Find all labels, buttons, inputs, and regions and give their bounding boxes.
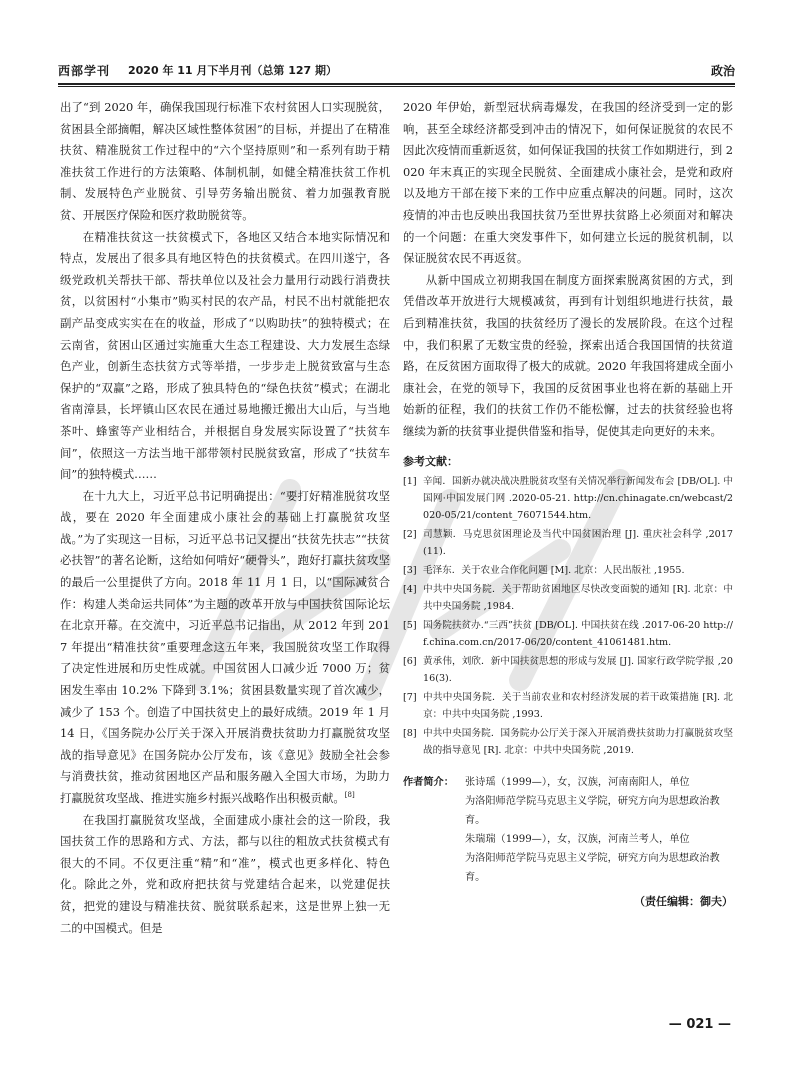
paragraph: 从新中国成立初期我国在制度方面探索脱离贫困的方式，到凭借改革开放进行大规模减贫，再到有计划组织地进行扶贫，最后到精准扶贫，我国的扶贫经历了漫长的发展阶段。在这个过程中，我们积累了无数宝贵的经验，探索出适合我国国情的扶贫道路，在反贫困方面取得了极大的成就。2020 年我国将建成全面小康社会，在党的领导下，我国的反贫困事业也将在新的基础上开始新的征程，我们的扶贫工作仍不能松懈，过去的扶贫经验也将继续为新的扶贫事业提供借鉴和指导，促使其走向更好的未来。	[403, 272, 733, 438]
paragraph: 在我国打赢脱贫攻坚战，全面建成小康社会的这一阶段，我国扶贫工作的思路和方式、方法，都与以往的粗放式扶贫模式有很大的不同。不仅更注重“精”和“准”，模式也更多样化、特色化。除此之外，党和政府把扶贫与党建结合起来，以党建促扶贫，把党的建设与精准扶贫、脱贫联系起来，这是世界上独一无二的中国模式。但是	[60, 812, 390, 935]
reference-item	[403, 526, 733, 560]
reference-item	[403, 581, 733, 615]
reference-text: 中共中央国务院．国务院办公厅关于深入开展消费扶贫助力打赢脱贫攻坚战的指导意见 [R]. 北京：中共中央国务院 ,2019.	[423, 727, 733, 756]
author-second-line: 朱瑞瑞（1999—），女，汉族，河南兰考人，单位	[465, 833, 690, 845]
citation-marker: [8]	[344, 791, 355, 800]
reference-item	[403, 562, 733, 579]
reference-number: [6]	[403, 655, 417, 667]
reference-text: 辛闻．国新办就决战决胜脱贫攻坚有关情况举行新闻发布会 [DB/OL]. 中国网·中国发展门网 .2020-05-21. http://cn.chinagate.cn/webcast/2020-05/21/content_76071544.htm.	[423, 475, 733, 521]
reference-item	[403, 689, 733, 723]
reference-item	[403, 653, 733, 687]
reference-text: 黄承伟，刘欣．新中国扶贫思想的形成与发展 [J]. 国家行政学院学报 ,2016(3).	[423, 655, 733, 684]
page-header	[58, 62, 735, 80]
reference-text: 中共中央国务院．关于当前农业和农村经济发展的若干政策措施 [R]. 北京：中共中央国务院 ,1993.	[423, 691, 733, 720]
reference-number: [1]	[403, 475, 417, 487]
paragraph: 在精准扶贫这一扶贫模式下，各地区又结合本地实际情况和特点，发展出了很多具有地区特色的扶贫模式。在四川遂宁，各级党政机关帮扶干部、帮扶单位以及社会力量用行动践行消费扶贫，以贫困村“小集市”购买村民的农产品，村民不出村就能把农副产品变成实实在在的收益，形成了“以购助扶”的独特模式；在云南省，贫困山区通过实施重大生态工程建设、大力发展生态绿色产业，创新生态扶贫方式等举措，一步步走上脱贫致富与生态保护的“双赢”之路，形成了独具特色的“绿色扶贫”模式；在湖北省南漳县，长坪镇山区农民在通过易地搬迁搬出大山后，与当地茶叶、蜂蜜等产业相结合，并根据自身发展实际设置了“扶贫车间”，依照这一方法当地干部带领村民脱贫致富，形成了“扶贫车间”的独特模式……	[60, 229, 390, 482]
reference-item	[403, 473, 733, 524]
paragraph	[60, 486, 390, 810]
paragraph: 出了“到 2020 年，确保我国现行标准下农村贫困人口实现脱贫，贫困县全部摘帽，解决区域性整体贫困”的目标，并提出了在精准扶贫、精准脱贫工作过程中的“六个坚持原则”和一系列有助于精准扶贫工作进行的方法策略、体制机制，如健全精准扶贫工作机制、发展特色产业脱贫、引导劳务输出脱贫、着力加强教育脱贫、开展医疗保险和医疗救助脱贫等。	[60, 100, 390, 222]
author-first-rest: 为洛阳师范学院马克思主义学院，研究方向为思想政治教育。	[465, 795, 720, 826]
left-column	[60, 97, 390, 939]
header-rule-thick	[58, 83, 735, 85]
reference-number: [2]	[403, 528, 417, 540]
author-label: 作者简介：	[403, 776, 454, 788]
paragraph-text: 在十九大上，习近平总书记明确提出：“要打好精准脱贫攻坚战，要在 2020 年全面建成小康社会的基础上打赢脱贫攻坚战。”为了实现这一目标，习近平总书记又提出“扶贫先扶志”“扶贫必扶智”的著名论断，这给如何啃好“硬骨头”，跑好打赢扶贫攻坚的最后一公里提供了方向。2018 年 11 月 1 日，以“国际减贫合作：构建人类命运共同体”为主题的改革开放与中国扶贫国际论坛在北京开幕。在交流中，习近平总书记指出，从 2012 年到 2017 年提出“精准扶贫”重要理念这五年来，我国脱贫攻坚工作取得了决定性进展和历史性成就。中国贫困人口减少近 7000 万；贫困发生率由 10.2% 下降到 3.1%；贫困县数量实现了首次减少，减少了 153 个。创造了中国扶贫史上的最好成绩。2019 年 1 月 14 日，《国务院办公厅关于深入开展消费扶贫助力打赢脱贫攻坚战的指导意见》在国务院办公厅发布，该《意见》鼓励全社会参与消费扶贫，推动贫困地区产品和服务融入全国大市场，为助力打赢脱贫攻坚战、推进实施乡村振兴战略作出积极贡献。	[60, 488, 390, 805]
references-list	[403, 473, 733, 759]
reference-text: 中共中央国务院．关于帮助贫困地区尽快改变面貌的通知 [R]. 北京：中共中央国务院 ,1984.	[423, 583, 733, 612]
responsible-editor: （责任编辑：御夫）	[634, 894, 733, 908]
reference-item	[403, 617, 733, 651]
issue-info: 2020 年 11 月下半月刊（总第 127 期）	[128, 64, 338, 77]
reference-text: 司慧颖．马克思贫困理论及当代中国贫困治理 [J]. 重庆社会科学 ,2017(11).	[423, 528, 733, 557]
reference-number: [8]	[403, 727, 417, 739]
references-title: 参考文献：	[403, 454, 458, 468]
reference-number: [4]	[403, 583, 417, 595]
reference-number: [5]	[403, 619, 417, 631]
journal-name: 西部学刊	[58, 64, 111, 78]
author-row	[403, 773, 733, 792]
reference-text: 国务院扶贫办.“三西”扶贫 [DB/OL]. 中国扶贫在线 .2017-06-20 http://f.china.com.cn/2017-06/20/content_41061481.htm.	[423, 619, 733, 648]
author-second-rest: 为洛阳师范学院马克思主义学院，研究方向为思想政治教育。	[465, 852, 720, 883]
page-number: — 021 —	[668, 1017, 731, 1032]
header-rule-thin	[58, 86, 735, 87]
reference-item	[403, 725, 733, 759]
author-first-line: 张诗瑶（1999—），女，汉族，河南南阳人，单位	[465, 776, 690, 788]
section-name: 政治	[710, 64, 735, 78]
author-info	[403, 773, 733, 887]
reference-number: [3]	[403, 564, 417, 576]
right-column	[403, 97, 733, 909]
paragraph: 2020 年伊始，新型冠状病毒爆发，在我国的经济受到一定的影响，甚至全球经济都受到冲击的情况下，如何保证脱贫的农民不因此次疫情而重新返贫，如何保证我国的扶贫工作如期进行，到 2020 年末真正的实现全民脱贫、全面建成小康社会，是党和政府以及地方干部在接下来的工作中应重点解决的问题。同时，这次疫情的冲击也反映出我国扶贫乃至世界扶贫路上必须面对和解决的一个问题：在重大突发事件下，如何建立长远的脱贫机制，以保证脱贫农民不再返贫。	[403, 100, 733, 266]
reference-text: 毛泽东．关于农业合作化问题 [M]. 北京：人民出版社 ,1955.	[423, 564, 685, 576]
reference-number: [7]	[403, 691, 417, 703]
